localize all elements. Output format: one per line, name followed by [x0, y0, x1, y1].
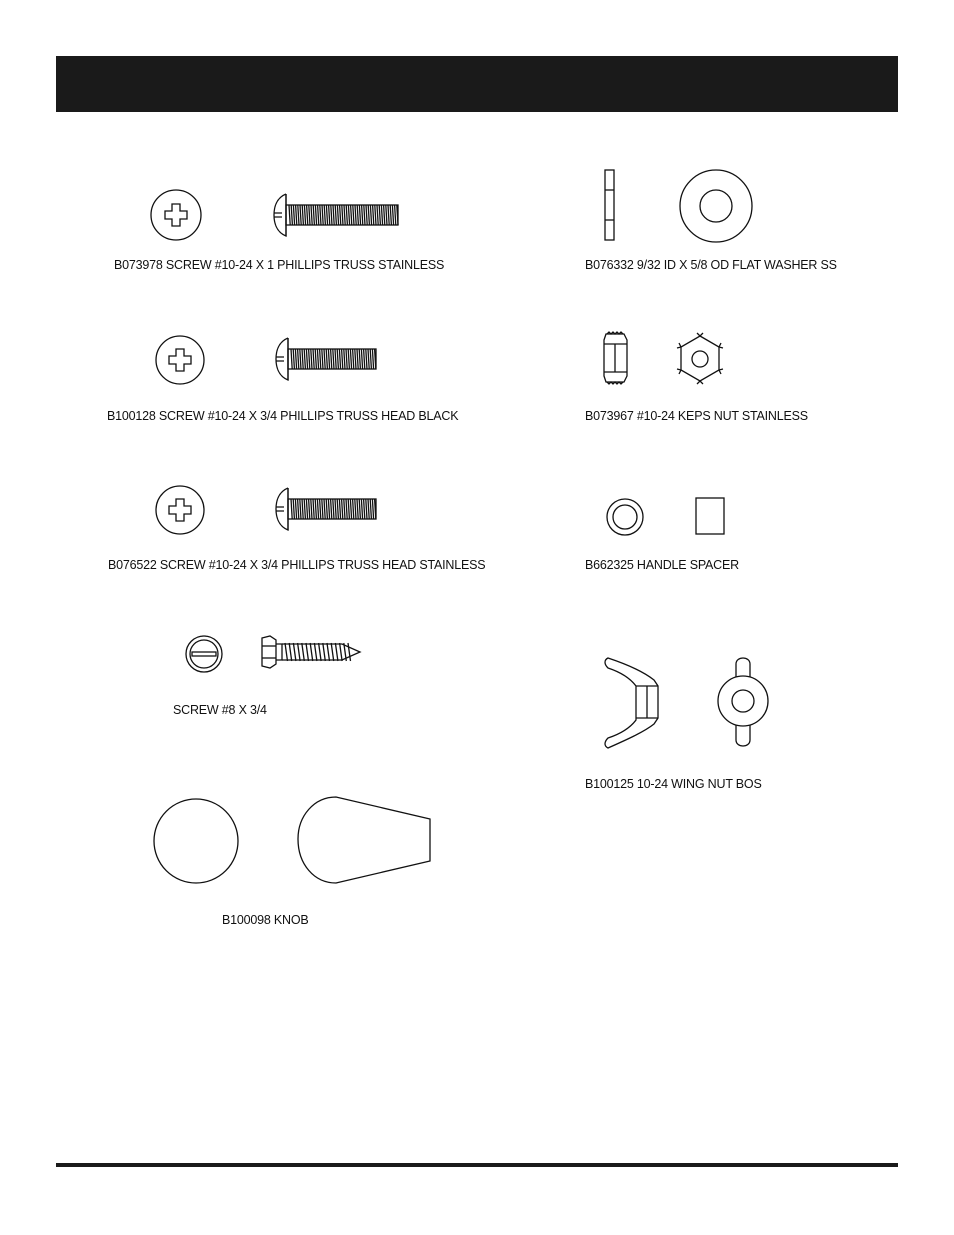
footer-rule [56, 1163, 898, 1167]
spacer-side-icon [694, 496, 726, 536]
part-label-b073967: B073967 #10-24 KEPS NUT STAINLESS [585, 409, 808, 423]
part-label-b100098: B100098 KNOB [222, 913, 309, 927]
wing-nut-top-icon [712, 652, 774, 750]
part-label-b076332: B076332 9/32 ID X 5/8 OD FLAT WASHER SS [585, 258, 837, 272]
knob-top-icon [152, 796, 242, 886]
truss-screw-side-icon [274, 486, 380, 532]
phillips-screw-head-icon [154, 484, 206, 536]
part-label-b073978: B073978 SCREW #10-24 X 1 PHILLIPS TRUSS STAINLESS [114, 258, 445, 272]
truss-screw-side-icon [272, 192, 402, 238]
knob-side-icon [294, 794, 436, 886]
washer-side-icon [603, 168, 617, 242]
keps-nut-side-icon [602, 330, 630, 386]
tapping-screw-side-icon [258, 632, 364, 672]
wing-nut-side-icon [600, 652, 662, 754]
part-label-b662325: B662325 HANDLE SPACER [585, 558, 739, 572]
washer-top-icon [678, 168, 754, 244]
part-label-b076522: B076522 SCREW #10-24 X 3/4 PHILLIPS TRUSS HEAD STAINLESS [108, 558, 486, 572]
phillips-screw-head-icon [150, 188, 202, 242]
part-label-b100128: B100128 SCREW #10-24 X 3/4 PHILLIPS TRUSS HEAD BLACK [107, 409, 459, 423]
phillips-screw-head-icon [154, 334, 206, 386]
header-bar [56, 56, 898, 112]
spacer-top-icon [605, 497, 645, 537]
part-label-b100125: B100125 10-24 WING NUT BOS [585, 777, 762, 791]
keps-nut-top-icon [672, 332, 728, 386]
truss-screw-side-icon [274, 336, 380, 382]
slotted-hex-head-icon [184, 634, 224, 674]
part-label-screw-8: SCREW #8 X 3/4 [173, 703, 267, 717]
